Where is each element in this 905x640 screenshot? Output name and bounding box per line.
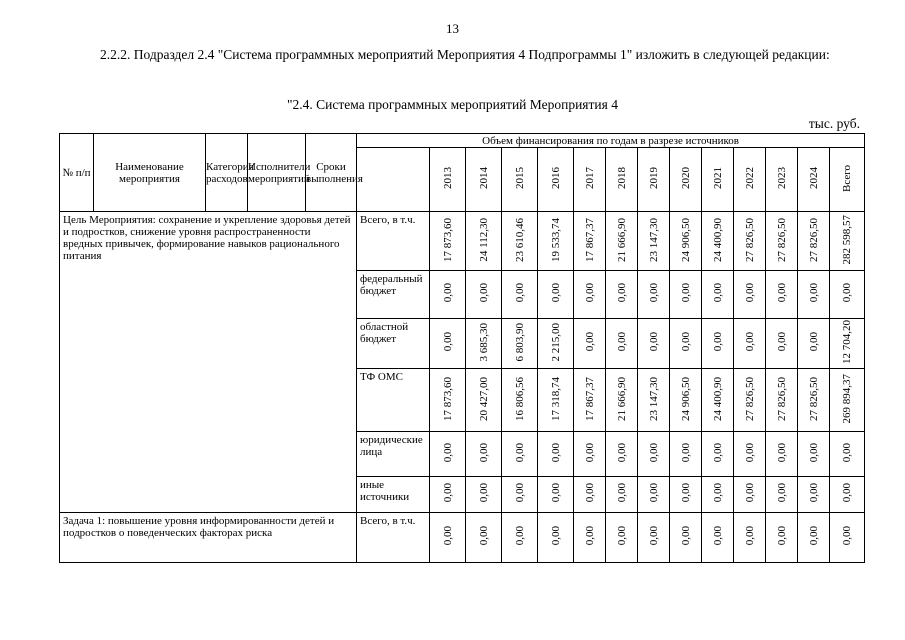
funding-source: федеральный бюджет [357, 271, 430, 319]
value-cell: 0,00 [574, 319, 606, 369]
value-cell: 0,00 [830, 513, 865, 563]
value-cell: 0,00 [502, 432, 538, 477]
funding-source: юридические лица [357, 432, 430, 477]
value-cell: 27 826,50 [798, 369, 830, 432]
value-cell: 17 318,74 [538, 369, 574, 432]
value-cell: 282 598,57 [830, 212, 865, 271]
value-cell: 24 906,50 [670, 369, 702, 432]
value-cell: 0,00 [466, 432, 502, 477]
header-executors: Исполнители мероприятий [248, 134, 306, 212]
page-number: 13 [446, 21, 459, 36]
value-cell: 24 400,90 [702, 212, 734, 271]
value-cell: 27 826,50 [766, 212, 798, 271]
value-cell: 21 666,90 [606, 212, 638, 271]
value-cell: 0,00 [430, 513, 466, 563]
value-cell: 0,00 [670, 319, 702, 369]
value-cell: 6 803,90 [502, 319, 538, 369]
value-cell: 0,00 [766, 513, 798, 563]
value-cell: 0,00 [638, 477, 670, 513]
header-year-1: 2014 [466, 148, 502, 212]
value-cell: 0,00 [606, 319, 638, 369]
header-year-7: 2020 [670, 148, 702, 212]
header-name: Наименование мероприятия [94, 134, 206, 212]
value-cell: 0,00 [798, 432, 830, 477]
value-cell: 12 704,20 [830, 319, 865, 369]
header-year-12: Всего [830, 148, 865, 212]
value-cell: 0,00 [670, 432, 702, 477]
value-cell: 0,00 [430, 477, 466, 513]
value-cell: 0,00 [574, 432, 606, 477]
value-cell: 0,00 [502, 271, 538, 319]
value-cell: 0,00 [830, 477, 865, 513]
value-cell: 0,00 [574, 477, 606, 513]
value-cell: 0,00 [798, 319, 830, 369]
funding-source: иные источники [357, 477, 430, 513]
value-cell: 0,00 [734, 271, 766, 319]
header-blank [357, 148, 430, 212]
header-year-8: 2021 [702, 148, 734, 212]
value-cell: 0,00 [766, 271, 798, 319]
header-year-5: 2018 [606, 148, 638, 212]
value-cell: 17 867,37 [574, 369, 606, 432]
value-cell: 24 906,50 [670, 212, 702, 271]
value-cell: 0,00 [670, 513, 702, 563]
section-title: "2.4. Система программных мероприятий Мероприятия 4 [287, 97, 618, 112]
value-cell: 17 873,60 [430, 212, 466, 271]
units-label: тыс. руб. [808, 116, 860, 131]
value-cell: 17 867,37 [574, 212, 606, 271]
value-cell: 3 685,30 [466, 319, 502, 369]
value-cell: 0,00 [430, 432, 466, 477]
header-year-0: 2013 [430, 148, 466, 212]
value-cell: 0,00 [766, 319, 798, 369]
value-cell: 0,00 [702, 271, 734, 319]
value-cell: 0,00 [538, 432, 574, 477]
task-description: Задача 1: повышение уровня информированности детей и подростков о поведенческих факторах риска [60, 513, 357, 563]
value-cell: 0,00 [574, 271, 606, 319]
value-cell: 23 147,30 [638, 369, 670, 432]
value-cell: 20 427,00 [466, 369, 502, 432]
value-cell: 19 533,74 [538, 212, 574, 271]
value-cell: 0,00 [606, 432, 638, 477]
value-cell: 23 147,30 [638, 212, 670, 271]
header-year-2: 2015 [502, 148, 538, 212]
value-cell: 0,00 [670, 271, 702, 319]
funding-source: областной бюджет [357, 319, 430, 369]
header-year-9: 2022 [734, 148, 766, 212]
value-cell: 23 610,46 [502, 212, 538, 271]
value-cell: 0,00 [638, 319, 670, 369]
header-year-3: 2016 [538, 148, 574, 212]
value-cell: 0,00 [734, 432, 766, 477]
value-cell: 0,00 [670, 477, 702, 513]
header-deadlines: Сроки выполнения [306, 134, 357, 212]
value-cell: 0,00 [466, 271, 502, 319]
value-cell: 27 826,50 [798, 212, 830, 271]
value-cell: 0,00 [734, 319, 766, 369]
value-cell: 0,00 [830, 271, 865, 319]
value-cell: 0,00 [638, 513, 670, 563]
funding-table [59, 133, 865, 563]
header-funding-group: Объем финансирования по годам в разрезе источников [357, 134, 865, 148]
value-cell: 21 666,90 [606, 369, 638, 432]
value-cell: 0,00 [606, 271, 638, 319]
header-category: Категория расходов [206, 134, 248, 212]
value-cell: 0,00 [538, 513, 574, 563]
header-year-10: 2023 [766, 148, 798, 212]
value-cell: 0,00 [574, 513, 606, 563]
value-cell: 17 873,60 [430, 369, 466, 432]
value-cell: 0,00 [466, 513, 502, 563]
funding-source: ТФ ОМС [357, 369, 430, 432]
value-cell: 0,00 [638, 271, 670, 319]
value-cell: 27 826,50 [766, 369, 798, 432]
header-year-4: 2017 [574, 148, 606, 212]
value-cell: 269 894,37 [830, 369, 865, 432]
value-cell: 0,00 [798, 513, 830, 563]
value-cell: 0,00 [798, 271, 830, 319]
header-year-6: 2019 [638, 148, 670, 212]
value-cell: 0,00 [606, 477, 638, 513]
value-cell: 0,00 [430, 319, 466, 369]
table-row [60, 212, 865, 271]
value-cell: 0,00 [766, 477, 798, 513]
value-cell: 24 112,30 [466, 212, 502, 271]
header-year-11: 2024 [798, 148, 830, 212]
value-cell: 0,00 [766, 432, 798, 477]
value-cell: 27 826,50 [734, 212, 766, 271]
value-cell: 0,00 [606, 513, 638, 563]
value-cell: 0,00 [734, 513, 766, 563]
value-cell: 2 215,00 [538, 319, 574, 369]
goal-description: Цель Мероприятия: сохранение и укрепление здоровья детей и подростков, снижение уровня распространенности вредных привычек, формирование навыков рационального питания [60, 212, 357, 513]
value-cell: 0,00 [702, 432, 734, 477]
value-cell: 0,00 [702, 319, 734, 369]
value-cell: 0,00 [538, 477, 574, 513]
value-cell: 0,00 [466, 477, 502, 513]
value-cell: 0,00 [502, 477, 538, 513]
value-cell: 0,00 [702, 513, 734, 563]
value-cell: 24 400,90 [702, 369, 734, 432]
value-cell: 0,00 [502, 513, 538, 563]
value-cell: 0,00 [538, 271, 574, 319]
value-cell: 0,00 [798, 477, 830, 513]
intro-paragraph: 2.2.2. Подраздел 2.4 "Система программных мероприятий Мероприятия 4 Подпрограммы 1" изложить в следующей редакции: [100, 47, 830, 62]
value-cell: 0,00 [830, 432, 865, 477]
value-cell: 27 826,50 [734, 369, 766, 432]
header-num: № п/п [60, 134, 94, 212]
value-cell: 0,00 [734, 477, 766, 513]
value-cell: 16 806,56 [502, 369, 538, 432]
funding-source: Всего, в т.ч. [357, 212, 430, 271]
value-cell: 0,00 [638, 432, 670, 477]
table-row [60, 513, 865, 563]
value-cell: 0,00 [430, 271, 466, 319]
funding-source: Всего, в т.ч. [357, 513, 430, 563]
value-cell: 0,00 [702, 477, 734, 513]
